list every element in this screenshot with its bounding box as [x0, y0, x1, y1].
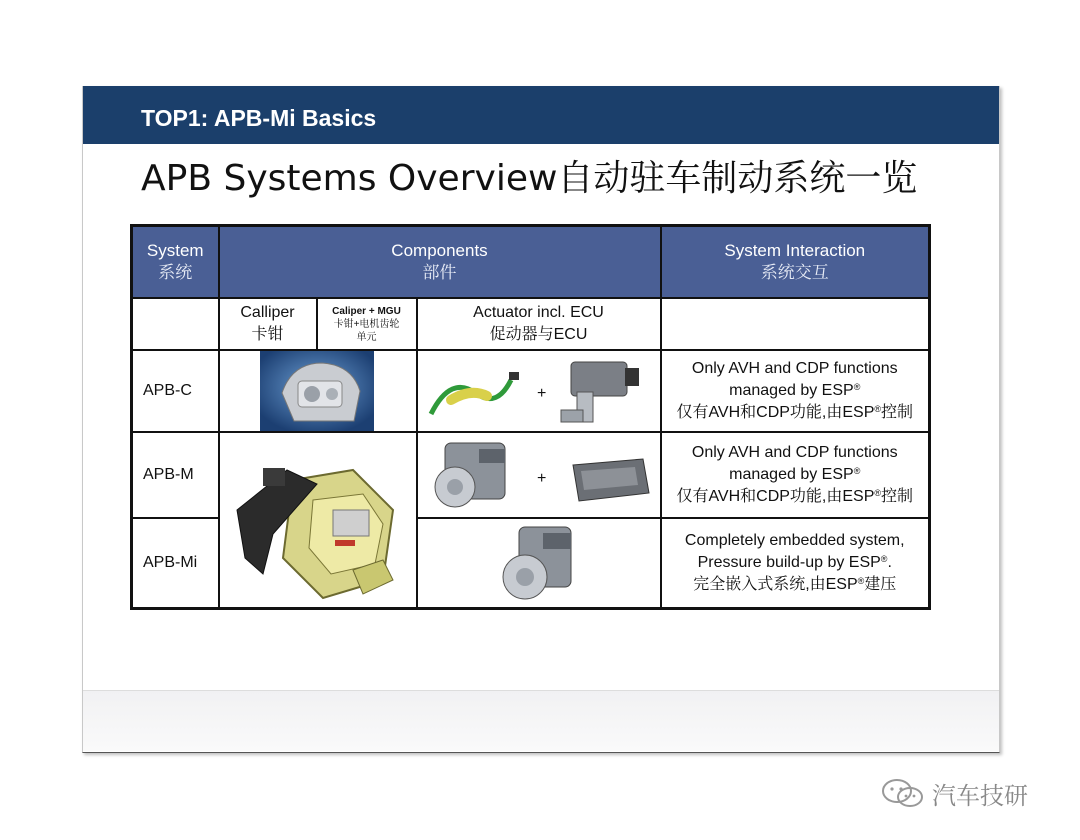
apb-c-actuator-cell [417, 350, 661, 432]
watermark [880, 776, 1028, 811]
apb-m-actuator-cell [417, 432, 661, 518]
apb-mi-interaction: Completely embedded system, Pressure build-up by ESP®. 完全嵌入式系统,由ESP®建压 [661, 518, 930, 608]
subheader-empty [132, 298, 219, 350]
subheader-empty-interaction [661, 298, 930, 350]
header-system-interaction: System Interaction 系统交互 [661, 226, 930, 299]
subheader-calliper-mgu: Caliper + MGU 卡钳+电机齿轮 单元 [317, 298, 417, 350]
apb-c-interaction: Only AVH and CDP functions managed by ESP® 仅有AVH和CDP功能,由ESP®控制 [661, 350, 930, 432]
row-label-apb-mi: APB-Mi [132, 518, 219, 608]
calliper-photo [220, 351, 416, 431]
footer-band [83, 690, 999, 751]
integrated-esp-unit-photo [489, 521, 589, 605]
header-banner [83, 86, 999, 144]
watermark-text: 汽车技研 [932, 782, 1028, 810]
apb-overview-table [130, 224, 931, 610]
row-label-apb-m: APB-M [132, 432, 219, 518]
apb-c-calliper-image-cell [219, 350, 417, 432]
row-label-apb-c: APB-C [132, 350, 219, 432]
subheader-actuator: Actuator incl. ECU 促动器与ECU [417, 298, 661, 350]
plus-sign-apb-m: + [536, 470, 546, 487]
apb-m-calliper-mgu-image-cell [219, 432, 417, 608]
esp-unit-and-ecu-photo [421, 435, 657, 515]
slide [82, 86, 1000, 753]
banner-title: TOP1: APB-Mi Basics [141, 105, 377, 131]
apb-mi-actuator-cell [417, 518, 661, 608]
slide-title: APB Systems Overview自动驻车制动系统一览 [141, 158, 918, 199]
header-components: Components 部件 [219, 226, 661, 299]
calliper-mgu-photo [223, 440, 413, 600]
apb-m-interaction: Only AVH and CDP functions managed by ESP® 仅有AVH和CDP功能,由ESP®控制 [661, 432, 930, 518]
header-system: System 系统 [132, 226, 219, 299]
wechat-icon [880, 778, 926, 810]
subheader-calliper: Calliper 卡钳 [219, 298, 317, 350]
plus-sign-apb-c: + [536, 385, 546, 402]
actuator-cable-and-motor-photo [421, 352, 657, 430]
